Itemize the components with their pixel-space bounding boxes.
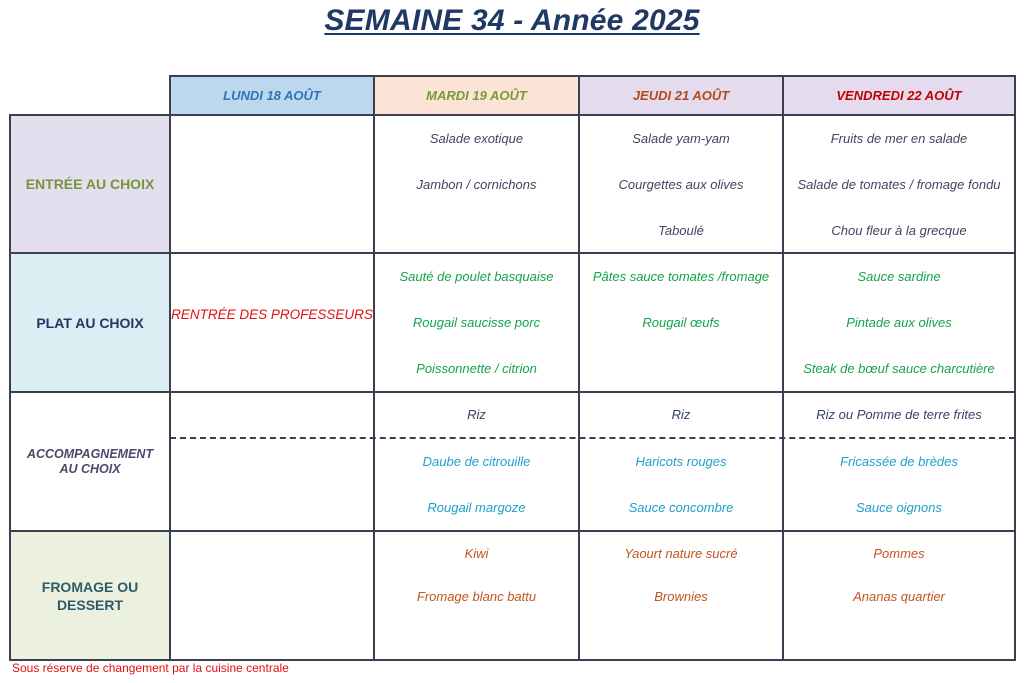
header-vendredi-label: VENDREDI 22 AOÛT	[836, 87, 962, 103]
row-label-entree	[10, 115, 170, 253]
dashed-divider	[170, 437, 1015, 439]
page-title: SEMAINE 34 - Année 2025	[324, 4, 700, 37]
row-label-plat	[10, 253, 170, 392]
menu-item: Brownies	[654, 589, 708, 604]
menu-item: Fromage blanc battu	[416, 589, 537, 604]
header-jeudi-label: JEUDI 21 AOÛT	[632, 87, 730, 103]
lundi-note	[170, 307, 374, 323]
menu-item: Sauce concombre	[628, 500, 734, 515]
header-vendredi	[783, 76, 1015, 114]
menu-item: Salade de tomates / fromage fondu	[797, 177, 1001, 192]
grid-line	[9, 391, 1016, 393]
menu-item: Taboulé	[658, 223, 704, 238]
menu-item: Ananas quartier	[853, 589, 945, 604]
header-lundi	[170, 76, 374, 114]
menu-item: Rougail saucisse porc	[412, 315, 541, 330]
menu-item: Riz ou Pomme de terre frites	[816, 407, 982, 422]
menu-item: Fricassée de brèdes	[840, 454, 958, 469]
menu-item: Riz	[467, 407, 486, 422]
menu-item: Rougail margoze	[427, 500, 526, 515]
menu-item: Steak de bœuf sauce charcutière	[803, 361, 995, 376]
menu-item: Rougail œufs	[642, 315, 720, 330]
menu-item: Jambon / cornichons	[416, 177, 537, 192]
menu-item: Pintade aux olives	[846, 315, 952, 330]
menu-item: Sauce sardine	[857, 269, 941, 284]
menu-item: Riz	[671, 407, 691, 422]
menu-item: Sauce oignons	[855, 500, 942, 515]
row-label-dessert	[10, 531, 170, 660]
row-label-plat-text: PLAT AU CHOIX	[36, 314, 144, 331]
menu-item: Fruits de mer en salade	[830, 131, 968, 146]
menu-item: Pâtes sauce tomates /fromage	[592, 269, 770, 284]
menu-item: Chou fleur à la grecque	[831, 223, 967, 238]
menu-item: Courgettes aux olives	[618, 177, 744, 192]
row-label-entree-text: ENTRÉE AU CHOIX	[25, 176, 155, 192]
grid-line	[9, 114, 11, 661]
menu-item: Yaourt nature sucré	[624, 546, 738, 561]
grid-line	[169, 75, 171, 661]
grid-line	[9, 530, 1016, 532]
menu-item: Poissonnette / citrion	[416, 361, 537, 376]
grid-line	[9, 114, 1016, 116]
row-label-accompagnement	[10, 392, 170, 531]
menu-item: Daube de citrouille	[422, 454, 531, 469]
header-jeudi	[579, 76, 783, 114]
lundi-note-text: RENTRÉE DES PROFESSEURS	[171, 307, 373, 322]
menu-item: Salade yam-yam	[632, 131, 730, 146]
header-mardi	[374, 76, 579, 114]
header-mardi-label: MARDI 19 AOÛT	[426, 87, 527, 103]
grid-line	[169, 75, 1016, 77]
menu-item: Haricots rouges	[635, 454, 727, 469]
menu-item: Pommes	[873, 546, 925, 561]
footer-note: Sous réserve de changement par la cuisine centrale	[12, 661, 289, 675]
grid-line	[9, 252, 1016, 254]
menu-item: Sauté de poulet basquaise	[399, 269, 554, 284]
menu-item: Kiwi	[464, 546, 489, 561]
row-label-accompagnement-text: ACCOMPAGNEMENT AU CHOIX	[26, 446, 154, 476]
row-label-dessert-text: FROMAGE OU DESSERT	[41, 578, 139, 613]
menu-item: Salade exotique	[429, 131, 524, 146]
header-lundi-label: LUNDI 18 AOÛT	[223, 87, 321, 103]
